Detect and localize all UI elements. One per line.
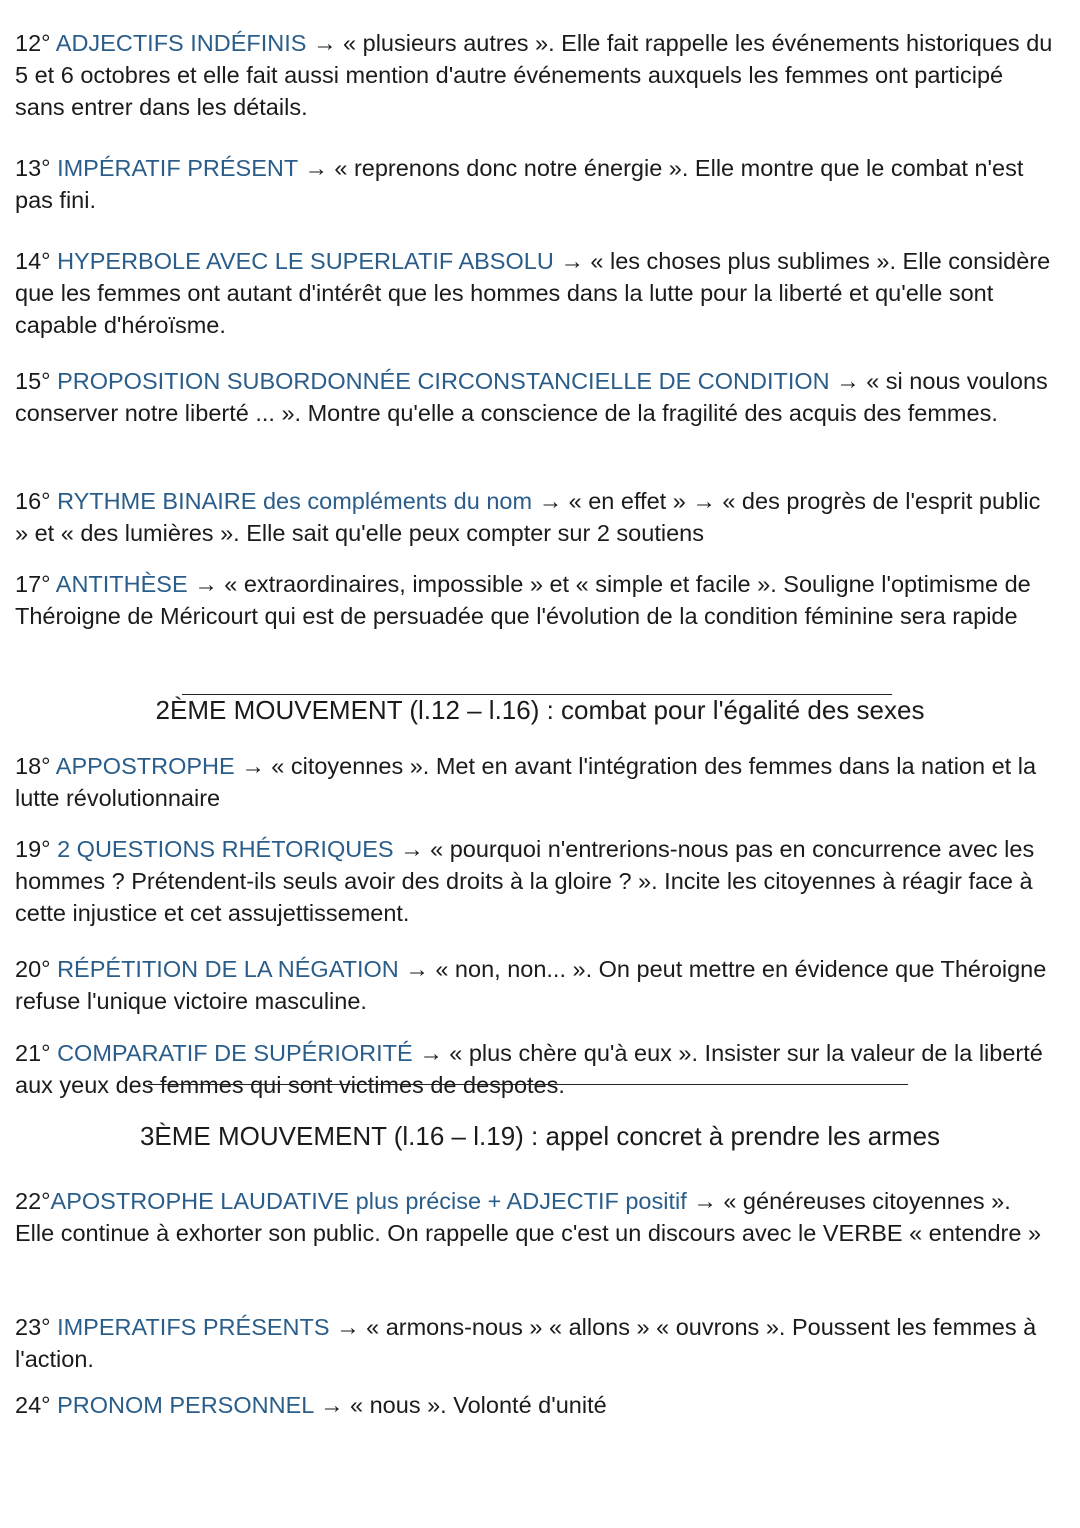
section-heading-mouvement-3: 3ÈME MOUVEMENT (l.16 – l.19) : appel concret à prendre les armes (139, 1121, 941, 1151)
arrow-icon: → (304, 155, 328, 181)
figure-label: 2 QUESTIONS RHÉTORIQUES (57, 836, 394, 862)
arrow-icon: → (405, 956, 429, 982)
figure-label: APPOSTROPHE (55, 753, 235, 779)
analysis-entry-19: 19° 2 QUESTIONS RHÉTORIQUES → « pourquoi n'entrerions-nous pas en concurrence avec les hommes ? Prétendent-ils seuls avoir des droits à la gloire ? ». Incite les citoyennes à réagir face à cette injustice et cet assujettissement. (15, 836, 1035, 926)
arrow-icon: → (241, 753, 265, 779)
analysis-entry-12: 12° ADJECTIFS INDÉFINIS → « plusieurs autres ». Elle fait rappelle les événements historiques du 5 et 6 octobres et elle fait aussi mention d'autre événements auxquels les femmes ont participé sans entrer dans les détails. (15, 30, 1053, 120)
analysis-entry-14: 14° HYPERBOLE AVEC LE SUPERLATIF ABSOLU → « les choses plus sublimes ». Elle considère que les femmes ont autant d'intérêt que les hommes dans la lutte pour la liberté et qu'elle sont capable d'héroïsme. (15, 248, 1051, 338)
figure-label: ANTITHÈSE (55, 571, 188, 597)
analysis-entry-21: 21° COMPARATIF DE SUPÉRIORITÉ → « plus chère qu'à eux ». Insister sur la valeur de la liberté aux yeux des femmes qui sont victimes de despotes. (15, 1040, 1043, 1098)
arrow-icon: → (836, 368, 860, 394)
analysis-entry-18: 18° APPOSTROPHE → « citoyennes ». Met en avant l'intégration des femmes dans la nation et la lutte révolutionnaire (15, 753, 1037, 811)
arrow-icon: → (419, 1040, 443, 1066)
analysis-entry-22: 22°APOSTROPHE LAUDATIVE plus précise + ADJECTIF positif → « généreuses citoyennes ». Elle continue à exhorter son public. On rappelle que c'est un discours avec le VERBE « entendre » (15, 1188, 1042, 1246)
analysis-entry-16: 16° RYTHME BINAIRE des compléments du nom → « en effet » → « des progrès de l'esprit public » et « des lumières ». Elle sait qu'elle peux compter sur 2 soutiens (15, 488, 1041, 546)
arrow-icon: → (194, 571, 218, 597)
figure-label: ADJECTIFS INDÉFINIS (55, 30, 307, 56)
analysis-entry-15: 15° PROPOSITION SUBORDONNÉE CIRCONSTANCIELLE DE CONDITION → « si nous voulons conserver notre liberté ... ». Montre qu'elle a conscience de la fragilité des acquis des femmes. (15, 368, 1048, 426)
figure-label: HYPERBOLE AVEC LE SUPERLATIF ABSOLU (57, 248, 554, 274)
figure-label: IMPÉRATIF PRÉSENT (57, 155, 298, 181)
figure-label: IMPERATIFS PRÉSENTS (57, 1314, 330, 1340)
figure-label: APOSTROPHE LAUDATIVE plus précise + ADJECTIF positif (50, 1188, 687, 1214)
analysis-entry-17: 17° ANTITHÈSE → « extraordinaires, impossible » et « simple et facile ». Souligne l'optimisme de Théroigne de Méricourt qui est de persuadée que l'évolution de la condition féminine sera rapide (15, 571, 1031, 629)
section-divider (148, 1084, 908, 1085)
arrow-icon: → (313, 30, 337, 56)
figure-label: PROPOSITION SUBORDONNÉE CIRCONSTANCIELLE DE CONDITION (57, 368, 830, 394)
arrow-icon: → (538, 488, 563, 514)
arrow-icon: → (400, 836, 424, 862)
figure-label: COMPARATIF DE SUPÉRIORITÉ (57, 1040, 413, 1066)
arrow-icon: → (560, 248, 584, 274)
analysis-entry-13: 13° IMPÉRATIF PRÉSENT → « reprenons donc notre énergie ». Elle montre que le combat n'est pas fini. (15, 155, 1024, 213)
figure-label: PRONOM PERSONNEL (57, 1392, 314, 1418)
analysis-entry-23: 23° IMPERATIFS PRÉSENTS → « armons-nous » « allons » « ouvrons ». Poussent les femmes à l'action. (15, 1314, 1037, 1372)
arrow-icon: → (693, 1188, 717, 1214)
analysis-entry-24: 24° PRONOM PERSONNEL → « nous ». Volonté d'unité (15, 1392, 607, 1418)
figure-label: RÉPÉTITION DE LA NÉGATION (57, 956, 399, 982)
analysis-entry-20: 20° RÉPÉTITION DE LA NÉGATION → « non, non... ». On peut mettre en évidence que Théroigne refuse l'unique victoire masculine. (15, 956, 1047, 1014)
arrow-icon: → (336, 1314, 360, 1340)
section-heading-mouvement-2: 2ÈME MOUVEMENT (l.12 – l.16) : combat pour l'égalité des sexes (155, 695, 925, 725)
figure-label: RYTHME BINAIRE des compléments du nom (57, 488, 533, 514)
arrow-icon: → (319, 1392, 344, 1418)
